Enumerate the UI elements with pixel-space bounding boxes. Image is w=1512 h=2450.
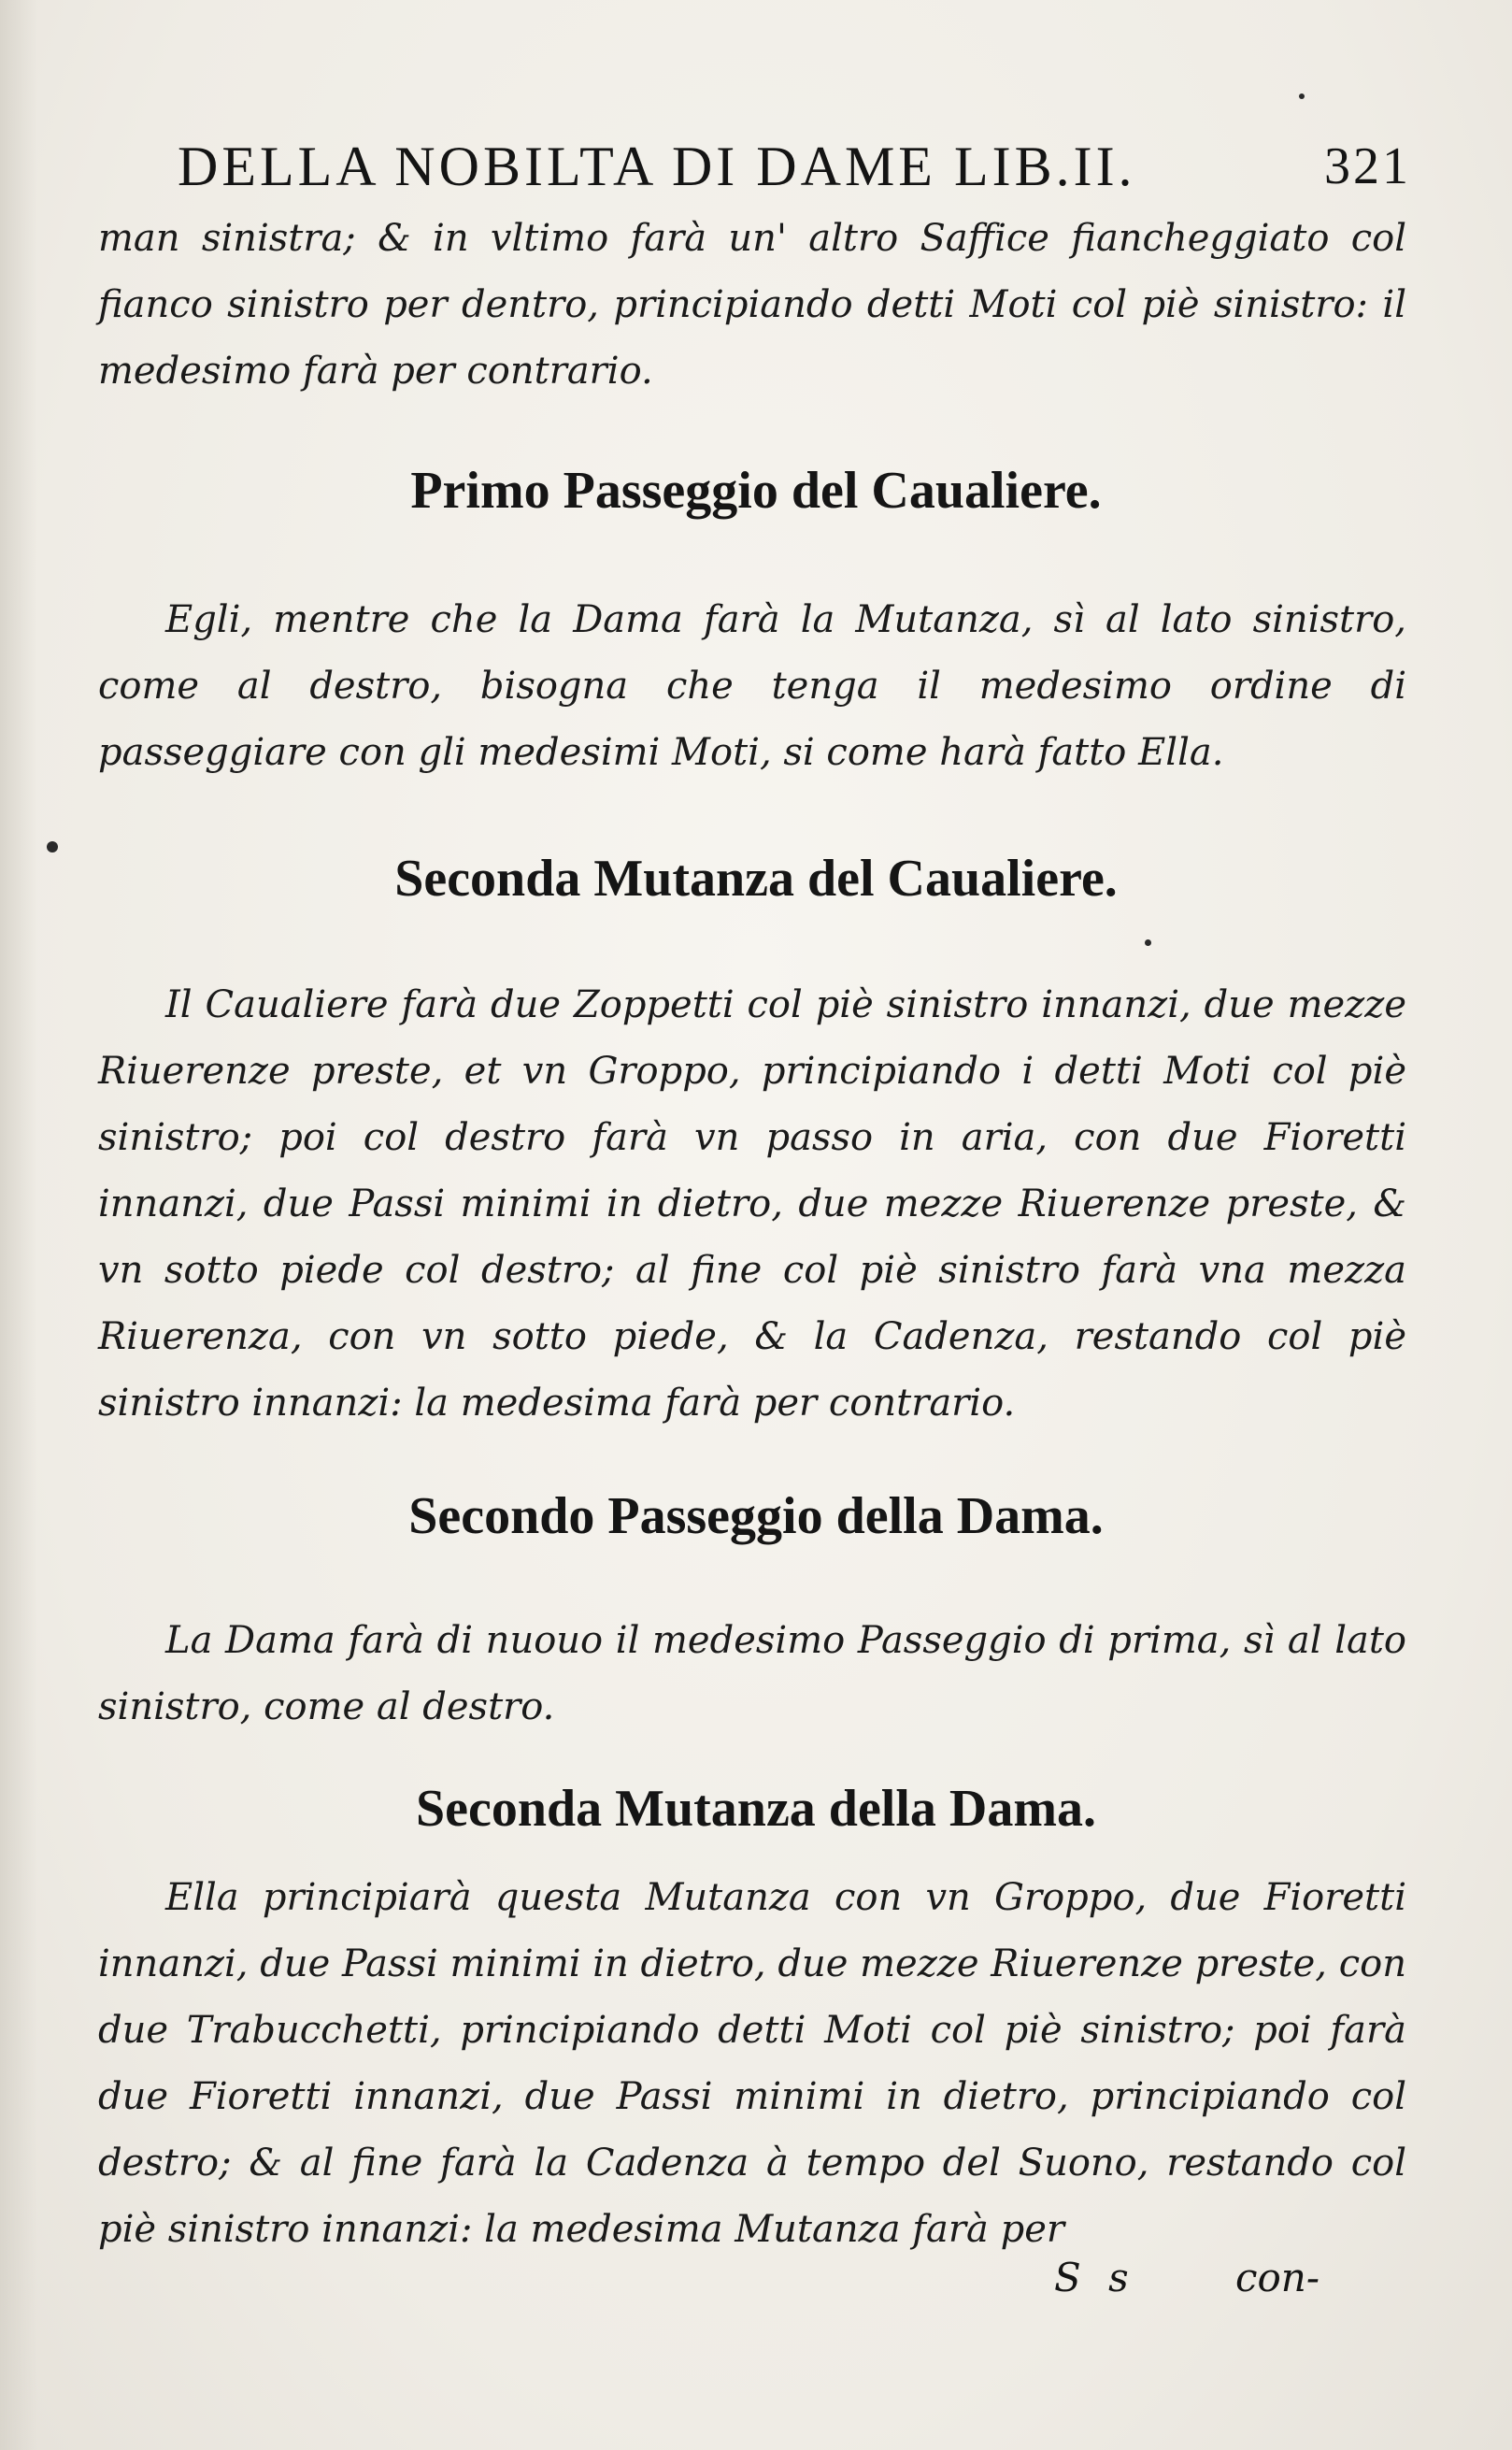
running-head-title: DELLA NOBILTA DI DAME LIB.II. <box>178 136 1136 197</box>
paragraph-continuation: man sinistra; & in vltimo farà un' altro Saffice fiancheggiato col fianco sinistro per dentro, principiando detti Moti col piè sinistro: il medesimo farà per contrario. <box>98 217 1406 393</box>
paragraph-mutanza-dama: Ella principiarà questa Mutanza con vn Groppo, due Fioretti innanzi, due Passi minimi in dietro, due mezze Riuerenze preste, con due Trabucchetti, principiando detti Moti col piè sinistro; poi farà due Fioretti innanzi, due Passi minimi in dietro, principiando col destro; & al fine farà la Cadenza à tempo del Suono, restando col piè sinistro innanzi: la medesima Mutanza farà per <box>98 1876 1406 2251</box>
signature-mark: S s <box>1054 2255 1136 2300</box>
ink-speck <box>1145 939 1151 946</box>
paragraph-passeggio-caualiere: Egli, mentre che la Dama farà la Mutanza, sì al lato sinistro, come al destro, bisogna che tenga il medesimo ordine di passeggiare con gli medesimi Moti, si come harà fatto Ella. <box>98 598 1406 774</box>
section-heading-seconda-mutanza-caualiere: Seconda Mutanza del Caualiere. <box>394 850 1118 908</box>
ink-speck <box>1299 93 1305 99</box>
catchword: con- <box>1235 2255 1320 2300</box>
page-number: 321 <box>1324 137 1411 195</box>
section-heading-primo-passeggio-caualiere: Primo Passeggio del Caualiere. <box>410 462 1102 520</box>
page-gutter-shadow <box>0 0 37 2450</box>
paragraph-mutanza-caualiere: Il Caualiere farà due Zoppetti col piè sinistro innanzi, due mezze Riuerenze preste, et vn Groppo, principiando i detti Moti col piè sinistro; poi col destro farà vn passo in aria, con due Fioretti innanzi, due Passi minimi in dietro, due mezze Riuerenze preste, & vn sotto piede col destro; al fine col piè sinistro farà vna mezza Riuerenza, con vn sotto piede, & la Cadenza, restando col piè sinistro innanzi: la medesima farà per contrario. <box>98 983 1406 1425</box>
section-heading-secondo-passeggio-dama: Secondo Passeggio della Dama. <box>408 1487 1104 1545</box>
paragraph-passeggio-dama: La Dama farà di nuouo il medesimo Passeggio di prima, sì al lato sinistro, come al destro. <box>98 1619 1406 1728</box>
section-heading-seconda-mutanza-dama: Seconda Mutanza della Dama. <box>416 1780 1096 1838</box>
running-head <box>178 129 1411 204</box>
ink-speck <box>47 841 58 852</box>
